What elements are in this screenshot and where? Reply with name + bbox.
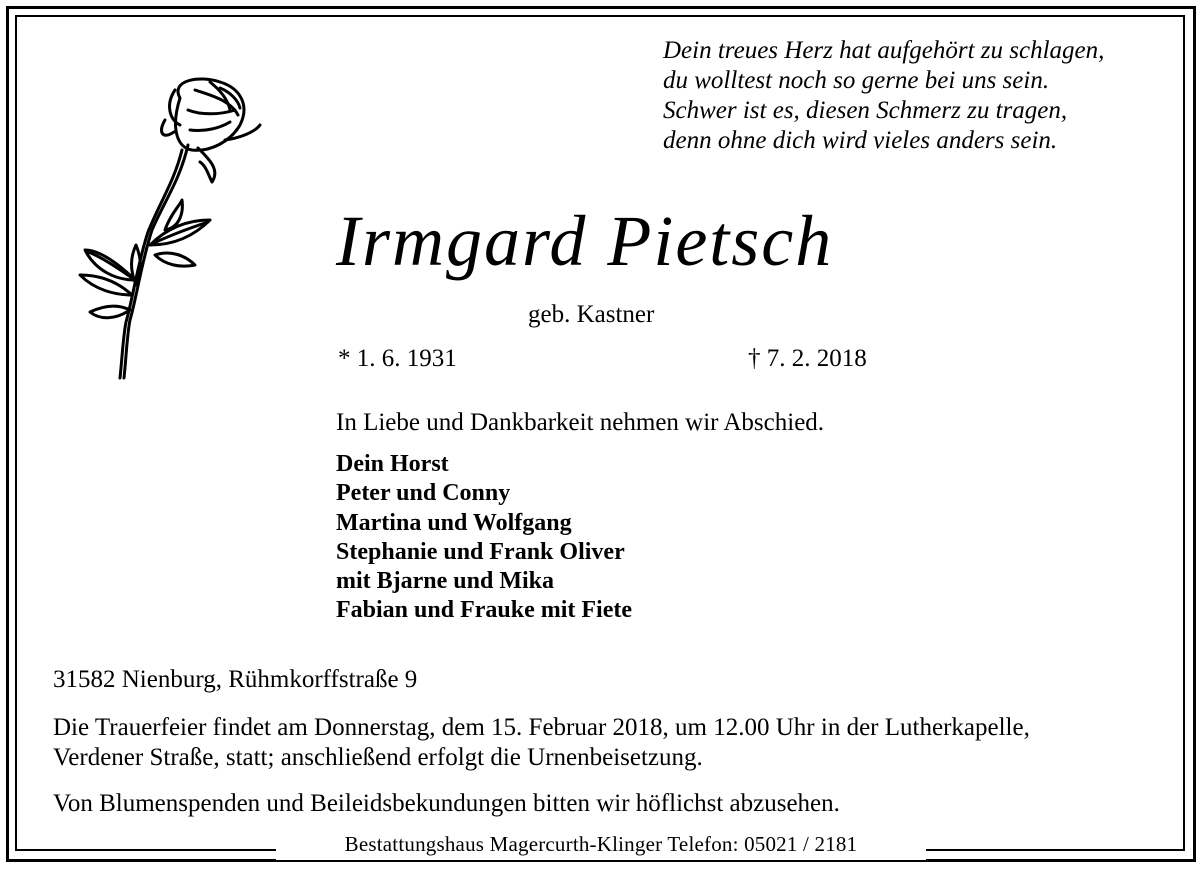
donations-note: Von Blumenspenden und Beileidsbekundungen bitten wir höflichst abzusehen. (53, 790, 840, 817)
family-member: Stephanie und Frank Oliver (336, 538, 625, 565)
family-list (336, 450, 632, 626)
address: 31582 Nienburg, Rühmkorffstraße 9 (53, 666, 418, 693)
rose-icon (70, 70, 270, 390)
service-info (53, 713, 1030, 773)
service-line: Die Trauerfeier findet am Donnerstag, dem 15. Februar 2018, um 12.00 Uhr in der Lutherkapelle, (53, 714, 1030, 741)
funeral-home-footer: Bestattungshaus Magercurth-Klinger Telefon: 05021 / 2181 (344, 832, 858, 856)
death-date: † 7. 2. 2018 (748, 345, 867, 372)
poem-line: Dein treues Herz hat aufgehört zu schlagen, (663, 37, 1105, 64)
birth-date: * 1. 6. 1931 (338, 345, 457, 372)
family-member: Martina und Wolfgang (336, 509, 572, 536)
poem-line: denn ohne dich wird vieles anders sein. (663, 127, 1058, 154)
family-member: Peter und Conny (336, 480, 511, 507)
service-line: Verdener Straße, statt; anschließend erfolgt die Urnenbeisetzung. (53, 744, 703, 771)
family-member: mit Bjarne und Mika (336, 568, 555, 595)
family-member: Fabian und Frauke mit Fiete (336, 597, 633, 624)
poem-line: Schwer ist es, diesen Schmerz zu tragen, (663, 97, 1068, 124)
deceased-name: Irmgard Pietsch (336, 201, 834, 281)
poem-line: du wolltest noch so gerne bei uns sein. (663, 67, 1050, 94)
farewell-text: In Liebe und Dankbarkeit nehmen wir Abschied. (336, 409, 825, 436)
poem (663, 36, 1104, 156)
maiden-name: geb. Kastner (528, 301, 655, 328)
family-member: Dein Horst (336, 451, 449, 477)
